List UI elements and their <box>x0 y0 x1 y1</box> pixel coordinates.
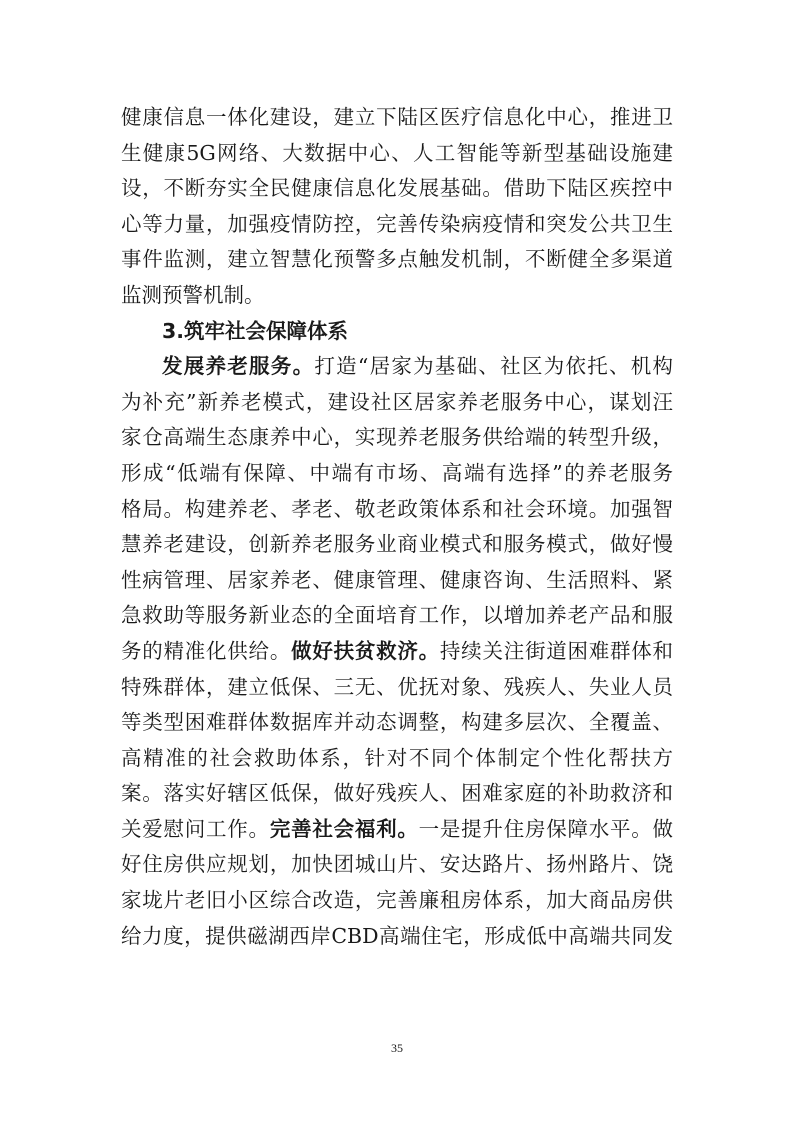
text-line: 事件监测，建立智慧化预警多点触发机制，不断健全多渠道 <box>121 247 673 272</box>
text-line <box>121 634 673 670</box>
text-line: 特殊群体，建立低保、三无、优抚对象、残疾人、失业人员 <box>121 674 673 699</box>
bold-lead-elderly-care: 发展养老服务。 <box>162 354 315 379</box>
text-line: 生健康5G网络、大数据中心、人工智能等新型基础设施建 <box>121 140 673 165</box>
page-number: 35 <box>391 1041 403 1055</box>
section-heading: 3.筑牢社会保障体系 <box>162 318 349 343</box>
text-run: 持续关注街道困难群体和 <box>439 638 674 663</box>
text-line: 等类型困难群体数据库并动态调整，构建多层次、全覆盖、 <box>121 710 673 735</box>
text-line <box>121 349 673 385</box>
text-line: 高精准的社会救助体系，针对不同个体制定个性化帮扶方 <box>121 745 673 770</box>
text-line: 为补充”新养老模式，建设社区居家养老服务中心，谋划汪 <box>121 389 673 414</box>
text-run: 关爱慰问工作。 <box>121 816 270 841</box>
bold-lead-social-welfare: 完善社会福利。 <box>269 816 419 841</box>
text-line: 慧养老建设，创新养老服务业商业模式和服务模式，做好慢 <box>121 532 673 557</box>
text-line: 性病管理、居家养老、健康管理、健康咨询、生活照料、紧 <box>121 567 673 592</box>
text-line: 案。落实好辖区低保，做好残疾人、困难家庭的补助救济和 <box>121 781 673 806</box>
text-run: 一是提升住房保障水平。做 <box>418 816 674 841</box>
text-line: 家垅片老旧小区综合改造，完善廉租房体系，加大商品房供 <box>121 888 673 913</box>
text-line: 监测预警机制。 <box>121 282 265 307</box>
text-line: 健康信息一体化建设，建立下陆区医疗信息化中心，推进卫 <box>121 105 673 129</box>
text-line: 家仓高端生态康养中心，实现养老服务供给端的转型升级， <box>121 425 673 450</box>
text-line: 给力度，提供磁湖西岸CBD高端住宅，形成低中高端共同发 <box>121 923 673 948</box>
bold-lead-poverty-relief: 做好扶贫救济。 <box>291 638 440 663</box>
text-line: 形成“低端有保障、中端有市场、高端有选择”的养老服务 <box>121 460 673 485</box>
text-line: 设，不断夯实全民健康信息化发展基础。借助下陆区疾控中 <box>121 176 673 201</box>
text-run: 务的精准化供给。 <box>121 638 292 663</box>
body-text <box>121 100 673 954</box>
text-line: 心等力量，加强疫情防控，完善传染病疫情和突发公共卫生 <box>121 211 673 236</box>
text-run: 打造“居家为基础、社区为依托、机构 <box>314 354 674 379</box>
text-line: 格局。构建养老、孝老、敬老政策体系和社会环境。加强智 <box>121 496 673 521</box>
text-line: 好住房供应规划，加快团城山片、安达路片、扬州路片、饶 <box>121 852 673 877</box>
text-line: 急救助等服务新业态的全面培育工作，以增加养老产品和服 <box>121 603 673 628</box>
text-line <box>121 812 673 848</box>
